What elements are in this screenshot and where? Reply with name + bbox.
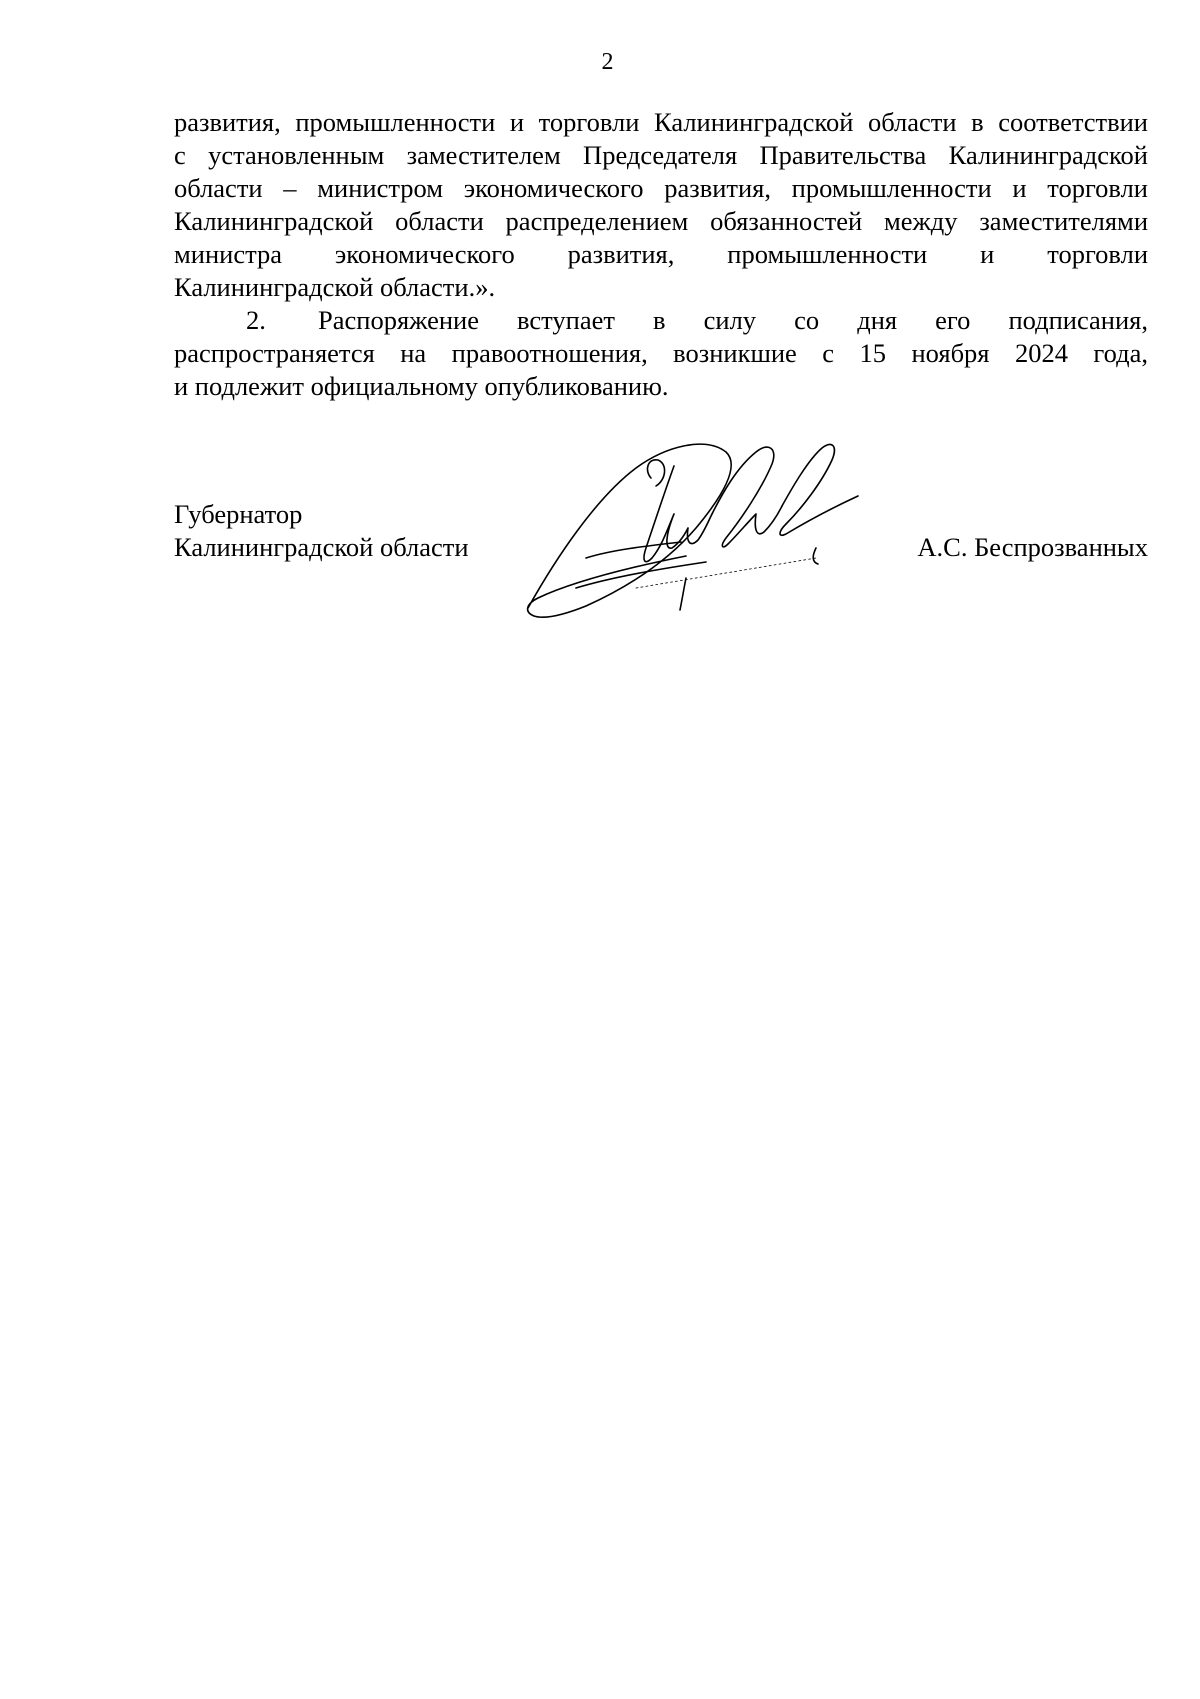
document-body — [174, 106, 1148, 403]
signer-name: А.С. Беспрозванных — [917, 532, 1148, 562]
item-2-line: распространяется на правоотношения, возникшие с 15 ноября 2024 года, — [174, 338, 1148, 368]
position-line: Губернатор — [174, 499, 303, 529]
position-line: Калининградской области — [174, 532, 469, 562]
page-number: 2 — [601, 49, 614, 75]
body-line: развития, промышленности и торговли Калининградской области в соответствии — [174, 107, 1148, 137]
item-2-line: и подлежит официальному опубликованию. — [174, 371, 669, 401]
item-number: 2. — [246, 305, 266, 335]
item-2-first-line — [174, 304, 1148, 337]
signer-position — [174, 498, 469, 564]
body-line: Калининградской области распределением обязанностей между заместителями — [174, 206, 1148, 236]
handwritten-signature — [516, 438, 906, 638]
body-line: Калининградской области.». — [174, 272, 496, 302]
body-line: министра экономического развития, промышленности и торговли — [174, 239, 1148, 269]
body-line: с установленным заместителем Председателя Правительства Калининградской — [174, 140, 1148, 170]
body-line: области – министром экономического развития, промышленности и торговли — [174, 173, 1148, 203]
item-2-text: Распоряжение вступает в силу со дня его подписания, — [318, 305, 1148, 335]
